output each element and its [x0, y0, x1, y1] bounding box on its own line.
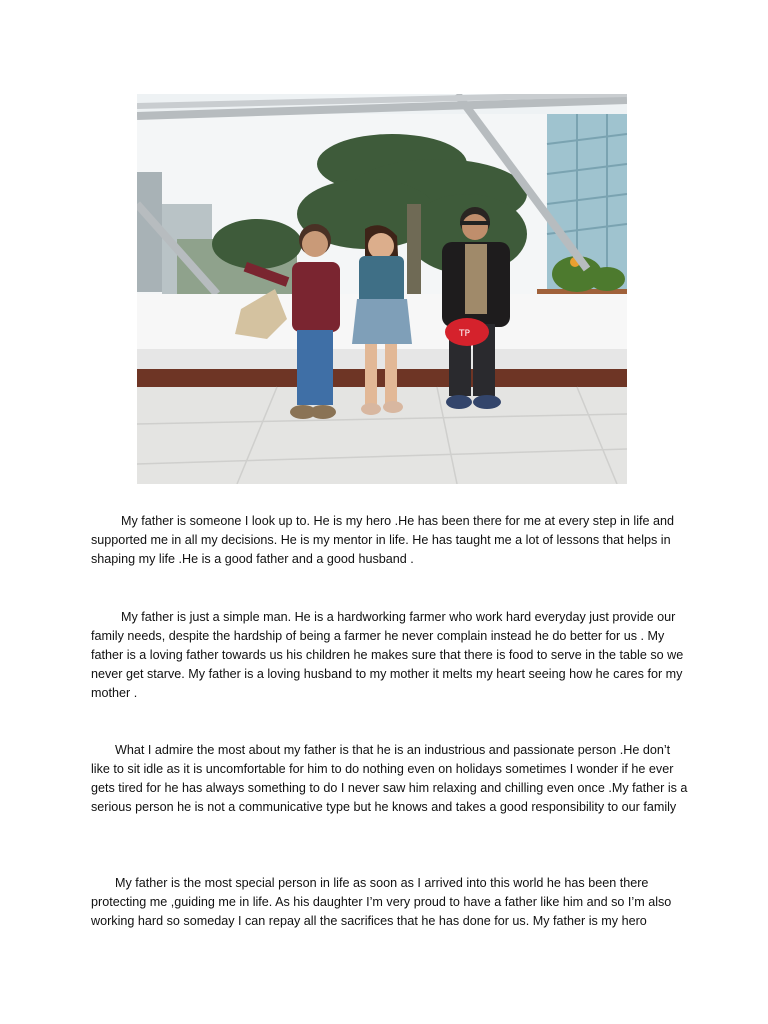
paragraph-4: My father is the most special person in life as soon as I arrived into this world he has been there protecting me ,guiding me in life. As his daughter I’m very proud to have a father like him and so I’m also working hard so someday I can repay all the sacrifices that he has done for us. My father is my hero: [91, 876, 672, 928]
paragraph-1: My father is someone I look up to. He is my hero .He has been there for me at every step in life and supported me in all my decisions. He is my mentor in life. He has taught me a lot of lessons that helps in shaping my life .He is a good father and a good husband .: [91, 514, 674, 566]
family-photo-illustration: [137, 94, 627, 484]
family-photo: [137, 94, 627, 484]
paragraph-3: What I admire the most about my father is that he is an industrious and passionate person .He don’t like to sit idle as it is uncomfortable for him to do nothing even on holidays sometimes I wonder if he ever gets tired for he has always something to do I never saw him relaxing and chilling even once .My father is a serious person he is not a communicative type but he knows and takes a good responsibility to our family: [91, 743, 688, 814]
paragraph-2: My father is just a simple man. He is a hardworking farmer who work hard everyday just provide our family needs, despite the hardship of being a farmer he never complain instead he do better for us . My father is a loving father towards us his children he makes sure that there is food to serve in the table so we never get starve. My father is a loving husband to my mother it melts my heart seeing how he cares for my mother .: [91, 610, 684, 700]
cap-logo-text: TP: [459, 329, 470, 339]
